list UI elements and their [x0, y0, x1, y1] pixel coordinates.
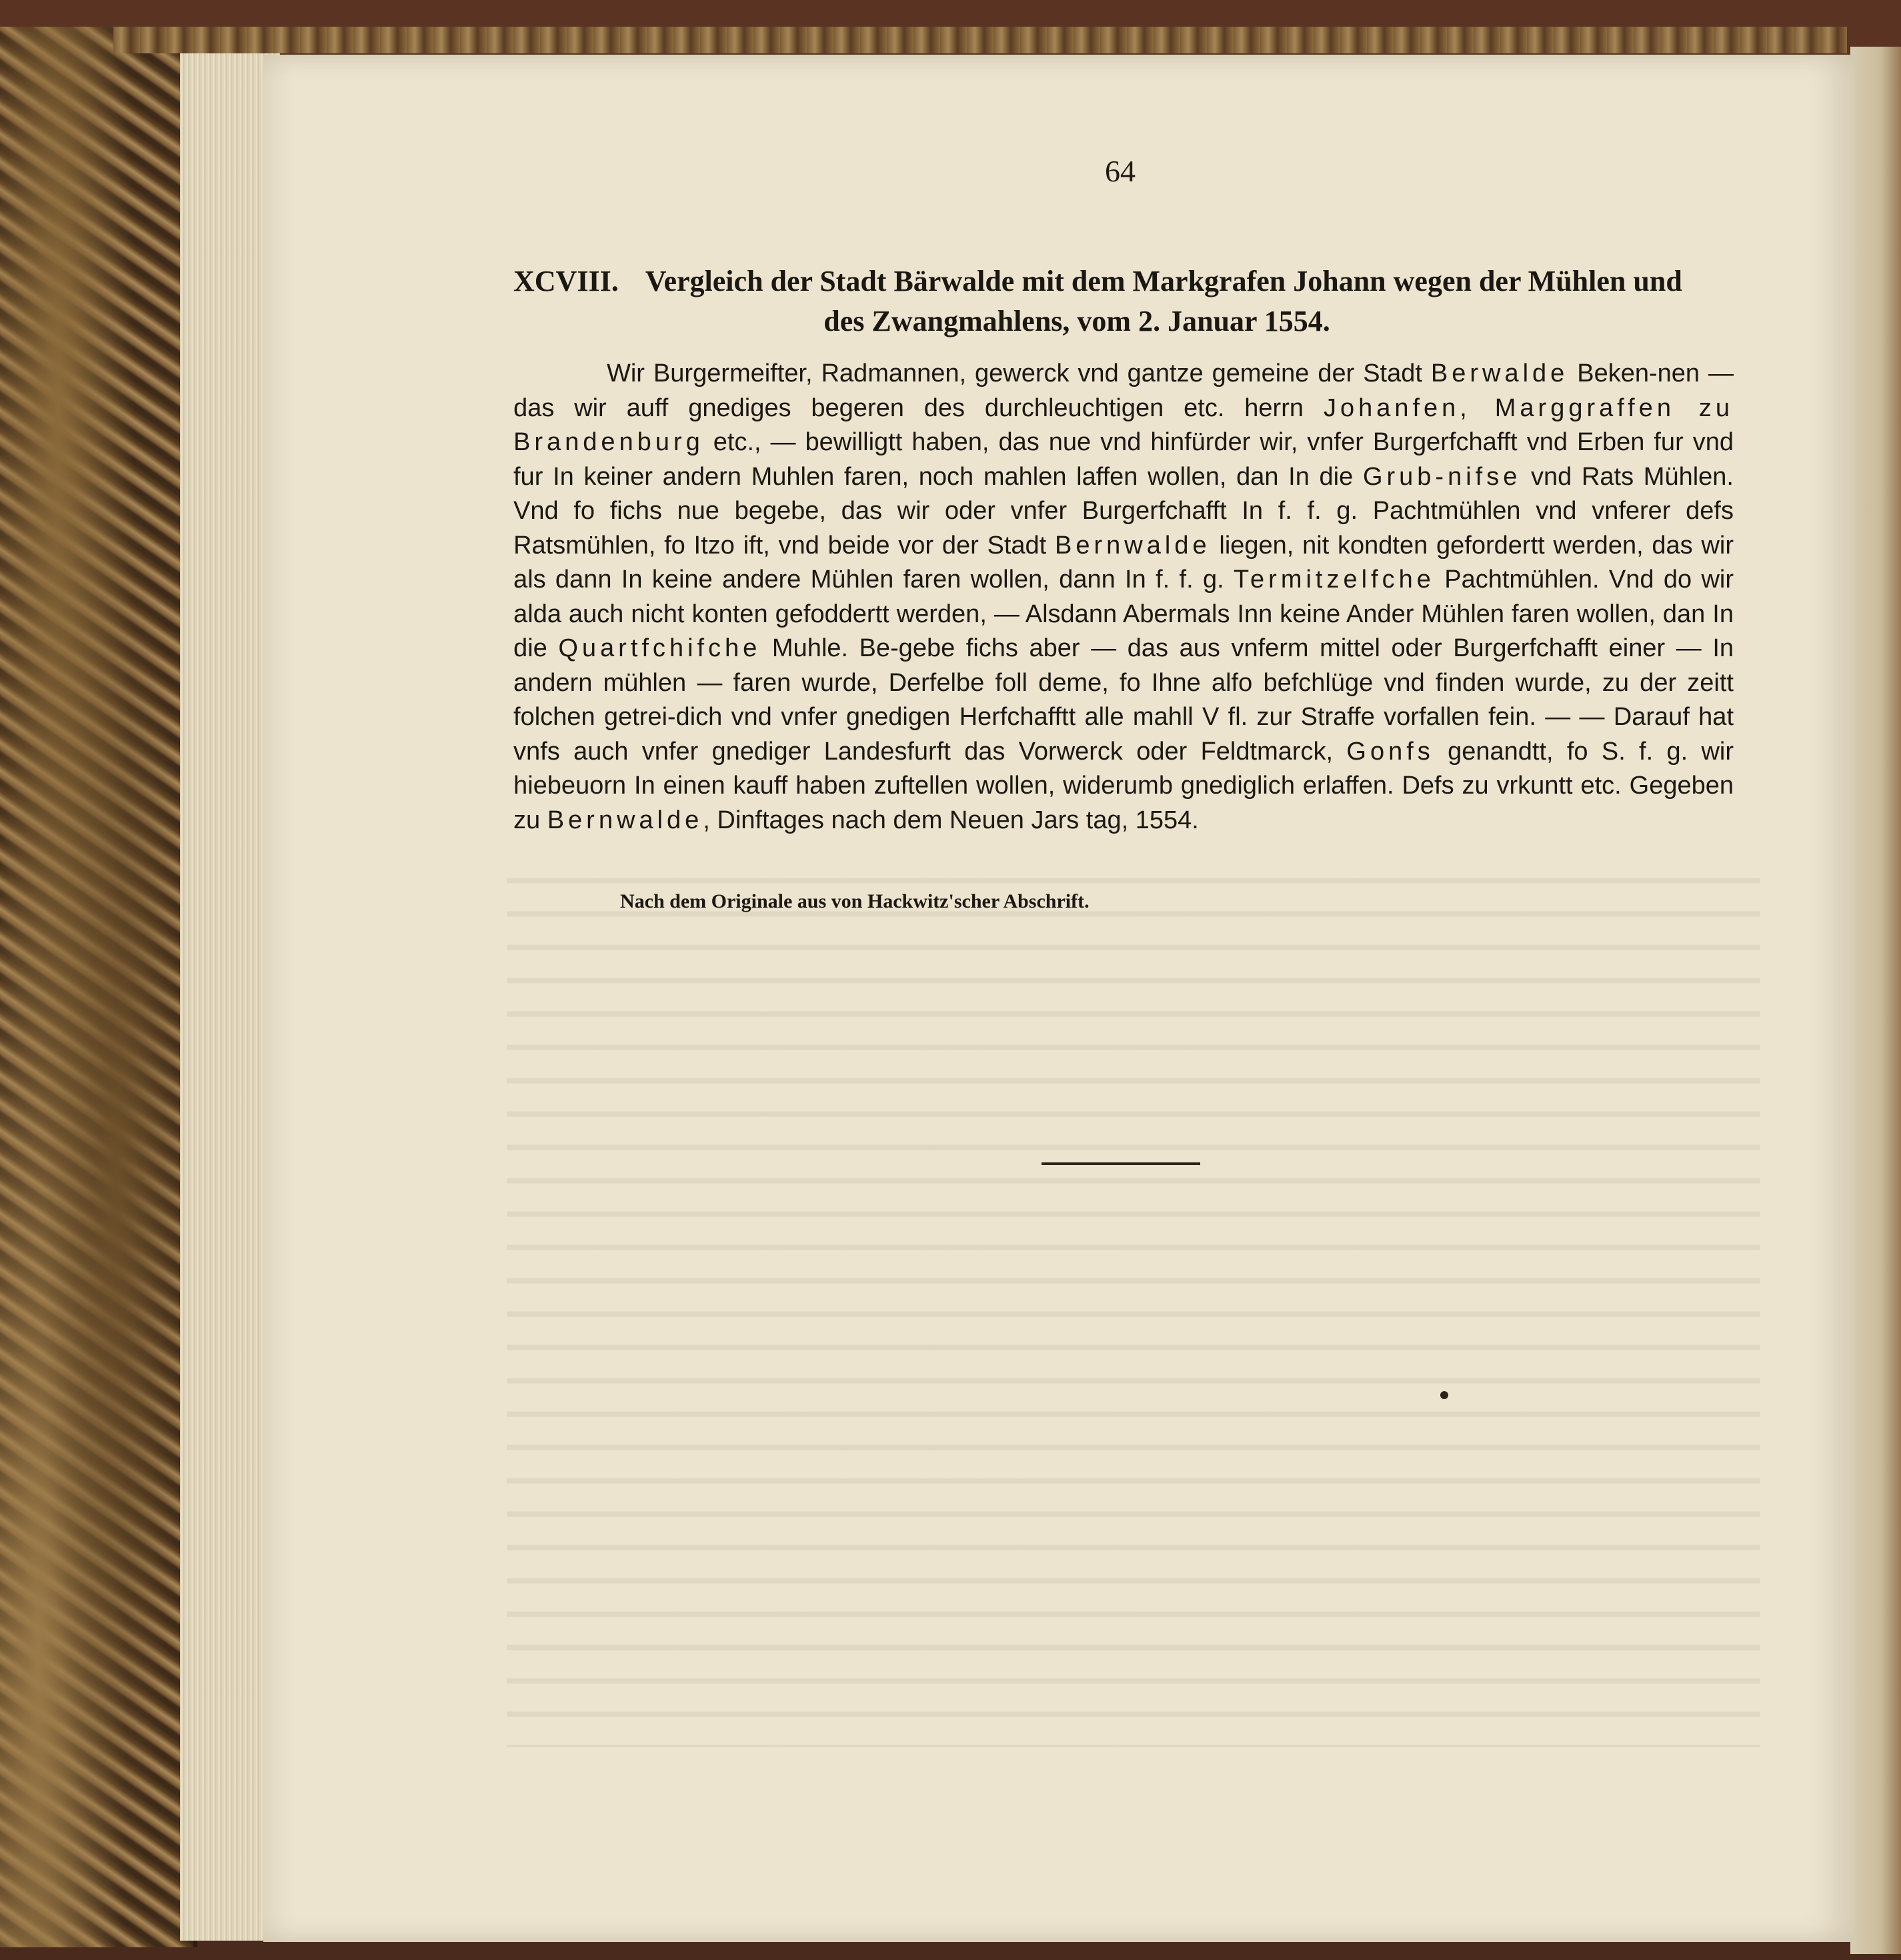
place-name: Bernwalde — [1055, 531, 1211, 560]
marbled-cover — [0, 27, 197, 1947]
place-name: Grub-nifse — [1362, 462, 1522, 491]
place-name: Bernwalde — [547, 806, 703, 834]
body-segment: , Dinftages nach dem Neuen Jars tag, 1554. — [703, 806, 1199, 834]
person-name: Johanfen, Marggraffen zu Brandenburg — [513, 393, 1734, 456]
show-through-text — [507, 860, 1760, 1747]
place-name: Berwalde — [1430, 359, 1569, 387]
body-segment: Muhle. Be-gebe fichs aber — das aus vnferm mittel oder Burgerfchafft einer — In andern mühlen — faren wurde, Derfelbe foll deme, fo Ihne alfo befchlüge vnd finden wurde, zu der zeitt folchen getrei-dich vnd vnfer gnedigen Herfchafftt alle mahll V fl. zur Straffe vorfallen fein. — — Darauf hat vnfs auch vnfer gnediger Landesfurft das Vorwerck oder Feldtmarck, — [513, 634, 1734, 766]
body-segment: Wir Burgermeifter, Radmannen, gewerck vnd gantze gemeine der Stadt — [607, 359, 1422, 387]
body-segment: liegen, nit kondten gefordertt werden, das wir als dann In keine andere Mühlen faren wollen, dann In f. f. g. — [513, 531, 1734, 594]
document-heading — [513, 261, 1734, 341]
body-paragraph — [513, 357, 1734, 838]
place-name: Quartfchifche — [558, 634, 761, 662]
heading-line-1: Vergleich der Stadt Bärwalde mit dem Markgrafen Johann wegen der Mühlen und — [645, 265, 1682, 297]
page-number: 64 — [1105, 154, 1136, 188]
source-note: Nach dem Originale aus von Hackwitz'scher Abschrift. — [620, 890, 1090, 912]
body-segment: vnd Rats Mühlen. Vnd fo fichs nue begebe, das wir oder vnfer Burgerfchafft In f. f. g. Pachtmühlen vnd vnferer defs Ratsmühlen, fo Itzo ift, vnd beide vor der Stadt — [513, 462, 1734, 560]
right-page-edge — [1850, 47, 1901, 1954]
body-segment: genandtt, fo S. f. g. wir hiebeuorn In einen kauff haben zuftellen wollen, widerumb gnediglich erlaffen. Defs zu vrkuntt etc. Gegeben zu — [513, 737, 1734, 834]
body-segment: Beken-nen — das wir auff gnediges begeren des durchleuchtigen etc. herrn — [513, 359, 1734, 422]
section-divider — [1042, 1162, 1200, 1165]
place-name: Termitzelfche — [1234, 566, 1435, 594]
place-name: Gonfs — [1346, 737, 1434, 766]
heading-line-2: des Zwangmahlens, vom 2. Januar 1554. — [823, 305, 1330, 337]
body-segment: etc., — bewilligtt haben, das nue vnd hinfürder wir, vnfer Burgerfchafft vnd Erben fur vnd fur In keiner andern Muhlen faren, noch mahlen laffen wollen, dan In die — [513, 428, 1734, 491]
ink-spot — [1440, 1391, 1448, 1399]
document-body — [513, 357, 1734, 838]
heading-number: XCVIII. — [513, 265, 619, 297]
body-segment: Pachtmühlen. Vnd do wir alda auch nicht konten gefoddertt werden, — Alsdann Abermals Inn keine Ander Mühlen faren wollen, dan In die — [513, 566, 1734, 662]
book-spine-edge — [113, 27, 1847, 53]
